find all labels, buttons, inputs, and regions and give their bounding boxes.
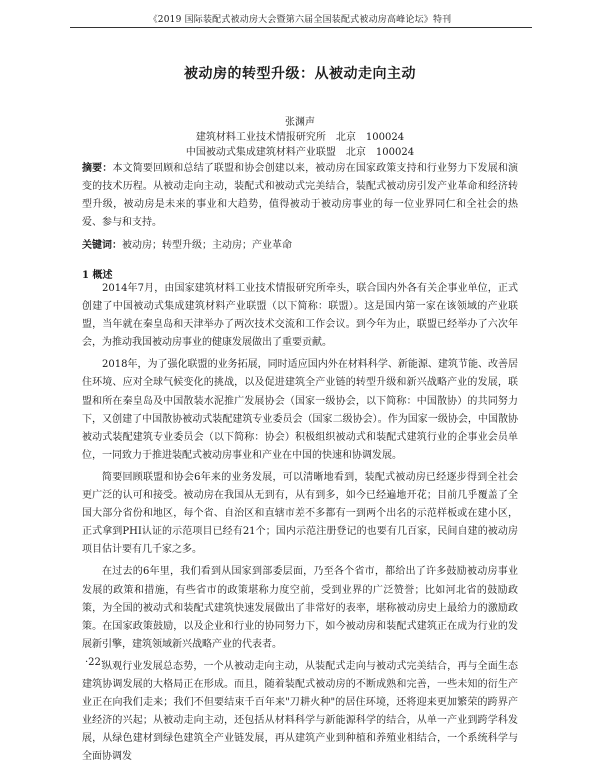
abstract-text: 本文简要回顾和总结了联盟和协会创建以来，被动房在国家政策支持和行业努力下发展和演变的技术历程。从被动走向主动，装配式和被动式完美结合，装配式被动房引发产业革命和经济转型升级，被动房是未来的事业和大趋势，值得被动于被动房事业的每一位业界同仁和全社会的热爱、参与和支持。 <box>82 163 519 228</box>
keywords-label: 关键词： <box>82 240 122 251</box>
article-title: 被动房的转型升级：从被动走向主动 <box>184 66 416 82</box>
affiliation-2: 中国被动式集成建筑材料产业联盟 北京 100024 <box>185 147 415 158</box>
running-header: 《2019 国际装配式被动房大会暨第六届全国装配式被动房高峰论坛》特刊 <box>148 15 452 25</box>
keywords <box>82 237 518 255</box>
abstract <box>82 160 518 232</box>
body-text <box>82 280 518 770</box>
page-number: ·22· <box>85 657 105 668</box>
keywords-text: 被动房；转型升级；主动房；产业革命 <box>122 240 292 251</box>
paragraph: 2018年，为了强化联盟的业务拓展，同时适应国内外在材料科学、新能源、建筑节能、改善居住环境、应对全球气候变化的挑战，以及促进建筑全产业链的转型升级和新兴战略产业的发展，联盟和所在秦皇岛及中国散装水泥推广发展协会（国家一级协会，以下简称：中国散协）的共同努力下，又创建了中国散协被动式装配建筑专业委员会（国家二级协会）。作为国家一级协会，中国散协被动式装配建筑专业委员会（以下简称：协会）积极组织被动式和装配式建筑行业的企事业会员单位，一同致力于推进装配式被动房事业和产业在中国的快速和协调发展。 <box>82 359 518 461</box>
abstract-label: 摘要： <box>82 163 113 174</box>
section-heading: 1 概述 <box>82 270 113 281</box>
affiliation-1: 建筑材料工业技术情报研究所 北京 100024 <box>195 132 405 143</box>
paragraph: 简要回顾联盟和协会6年来的业务发展，可以清晰地看到，装配式被动房已经逐步得到全社会更广泛的认可和接受。被动房在我国从无到有，从有到多，如今已经遍地开花；目前几乎覆盖了全国大部分省份和地区，每个省、自治区和直辖市差不多都有一到两个出名的示范样板或在建小区，正式拿到PHI认证的示范项目已经有21个；国内示范注册登记的也要有几百家，民间自建的被动房项目估计要有几千家之多。 <box>82 471 518 556</box>
paragraph: 2014年7月，由国家建筑材料工业技术情报研究所牵头，联合国内外各有关企事业单位，正式创建了中国被动式集成建筑材料产业联盟（以下简称：联盟）。这是国内第一家在该领域的产业联盟，当年就在秦皇岛和天津举办了两次技术交流和工作会议。到今年为止，联盟已经举办了六次年会，为推动我国被动房事业的健康发展做出了重要贡献。 <box>82 283 518 349</box>
paragraph: 纵观行业发展总态势，一个从被动走向主动，从装配式走向与被动式完美结合，再与全面生态建筑协调发展的大格局正在形成。而且，随着装配式被动房的不断成熟和完善，一些未知的衍生产业正在向我们走来；我们不但要结束千百年来"刀耕火种"的居住环境，还将迎来更加繁荣的跨界产业经济的兴起；从被动走向主动，还包括从材料科学与新能源科学的结合，从单一产业到跨学科发展，从绿色建材到绿色建筑全产业链发展，再从建筑产业到种植和养殖业相结合，一个系统科学与全面协调发 <box>82 660 518 763</box>
paragraph: 在过去的6年里，我们看到从国家到部委层面，乃至各个省市，都给出了许多鼓励被动房事业发展的政策和措施，有些省市的政策堪称力度空前，受到业界的广泛赞誉；比如河北省的鼓励政策，为全国的被动式和装配式建筑快速发展做出了非常好的表率，堪称被动房史上最给力的激励政策。在国家政策鼓励，以及企业和行业的协同努力下，如今被动房和装配式建筑正在成为行业的发展新引擎，建筑领域新兴战略产业的代表者。 <box>82 566 518 650</box>
author-name: 张渊声 <box>285 117 315 128</box>
header-rule <box>70 27 532 28</box>
